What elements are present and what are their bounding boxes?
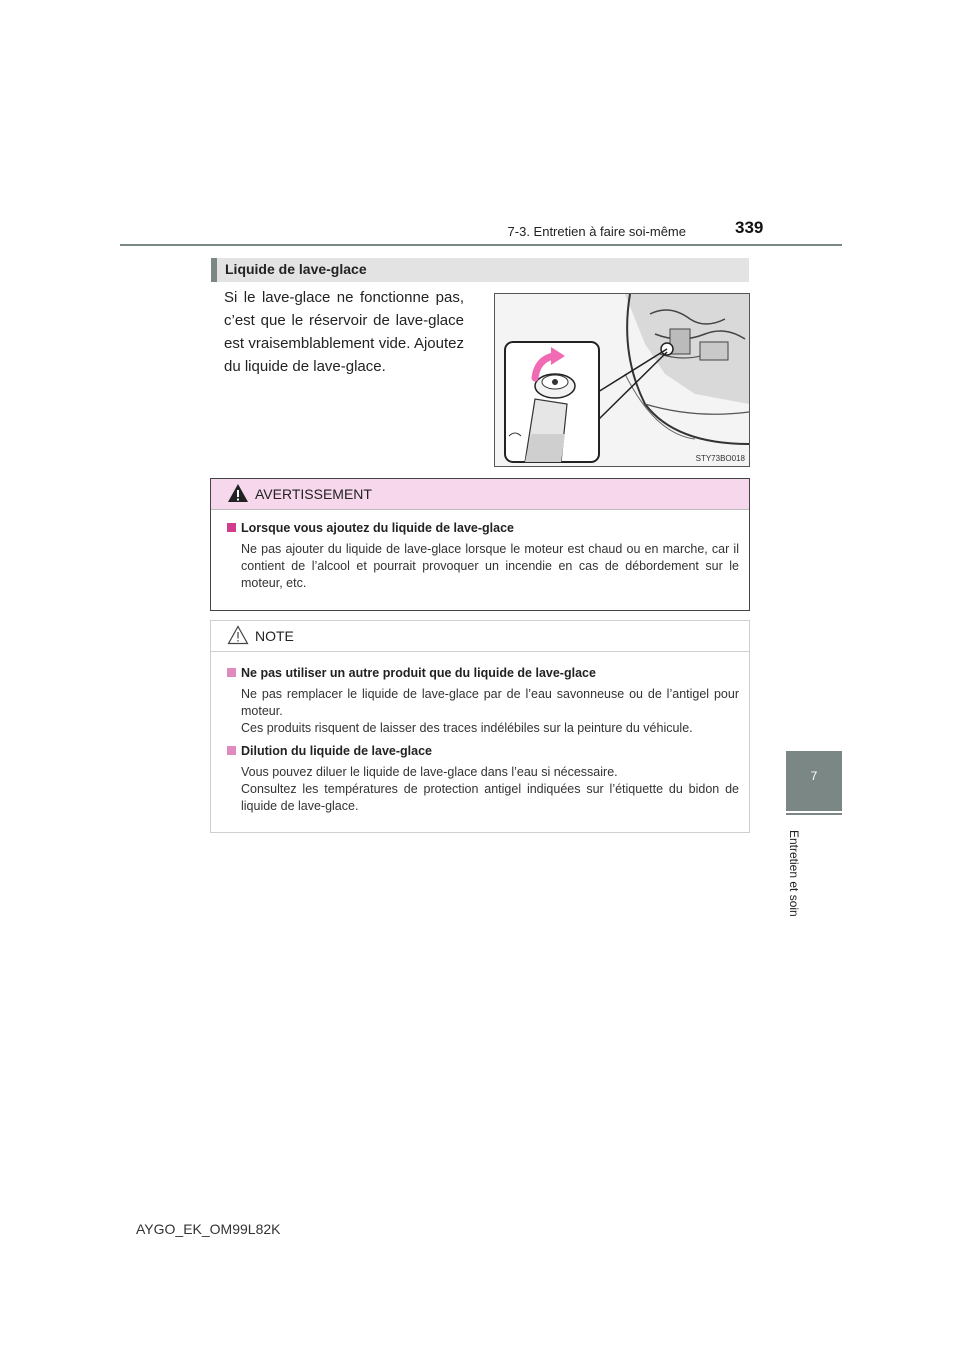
- note-box: [210, 620, 750, 833]
- warning-item-title: Lorsque vous ajoutez du liquide de lave-glace: [227, 521, 514, 535]
- caution-triangle-outline-icon: [227, 625, 249, 650]
- warning-header: [211, 479, 749, 510]
- document-code: AYGO_EK_OM99L82K: [136, 1221, 281, 1237]
- section-accent: [211, 258, 217, 282]
- running-header-section: 7-3. Entretien à faire soi-même: [507, 224, 686, 239]
- chapter-tab: [786, 751, 842, 811]
- chapter-label: Entretien et soin: [787, 830, 801, 917]
- note-item-title: Ne pas utiliser un autre produit que du liquide de lave-glace: [227, 666, 596, 680]
- note-item-title: Dilution du liquide de lave-glace: [227, 744, 432, 758]
- warning-triangle-icon: [227, 483, 249, 508]
- page-number: 339: [735, 218, 764, 237]
- warning-heading: AVERTISSEMENT: [255, 486, 372, 502]
- washer-reservoir-illustration: [494, 293, 750, 467]
- note-heading: NOTE: [255, 628, 294, 644]
- chapter-tab-rule: [786, 813, 842, 815]
- header-rule: [120, 244, 842, 246]
- warning-item-body: Ne pas ajouter du liquide de lave-glace lorsque le moteur est chaud ou en marche, car il contient de l’alcool et pourrait provoquer un incendie en cas de débordement sur le moteur, etc.: [241, 542, 739, 590]
- note-item-body: Ne pas remplacer le liquide de lave-glace par de l’eau savonneuse ou de l’antigel pour moteur. Ces produits risquent de laisser des traces indélébiles sur la peinture du véhicule.: [241, 687, 739, 735]
- warning-box: [210, 478, 750, 611]
- section-title: Liquide de lave-glace: [225, 261, 367, 277]
- section-intro: Si le lave-glace ne fonctionne pas, c’est que le réservoir de lave-glace est vraisemblablement vide. Ajoutez du liquide de lave-glace.: [224, 289, 464, 375]
- figure-code: STY73BO018: [695, 454, 745, 463]
- note-item-body: Vous pouvez diluer le liquide de lave-glace dans l’eau si nécessaire. Consultez les températures de protection antigel indiquées sur l’étiquette du bidon de liquide de lave-glace.: [241, 765, 739, 813]
- square-bullet-icon: [227, 668, 236, 677]
- chapter-number: 7: [810, 769, 818, 783]
- square-bullet-icon: [227, 746, 236, 755]
- chapter-label-container: [776, 830, 812, 970]
- note-header: [211, 621, 749, 652]
- section-title-bar: [211, 258, 749, 282]
- square-bullet-icon: [227, 523, 236, 532]
